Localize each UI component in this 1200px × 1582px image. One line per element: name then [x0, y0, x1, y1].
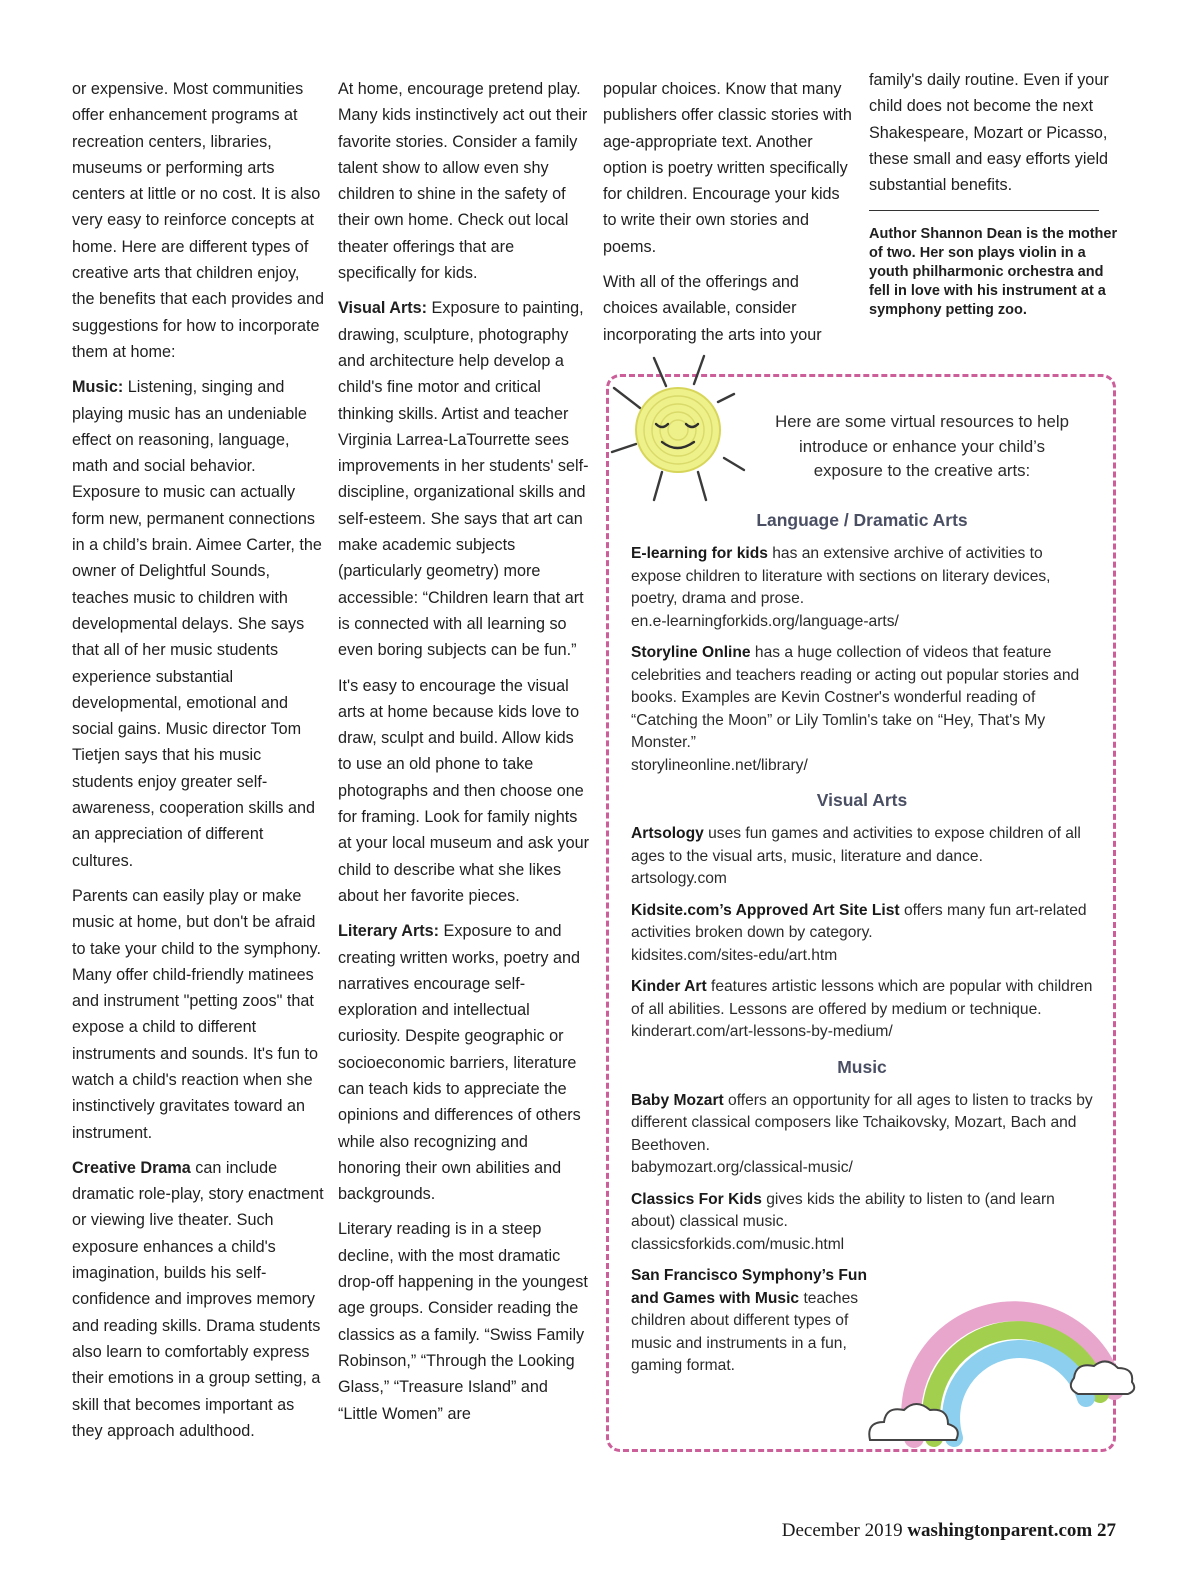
drama-label: Creative Drama [72, 1158, 191, 1177]
resource-desc: offers an opportunity for all ages to listen to tracks by different classical composers like Tchaikovsky, Mozart, Bach and Beethoven. [631, 1091, 1093, 1154]
section-music [631, 1054, 1093, 1378]
literary-arts-text: Exposure to and creating written works, poetry and narratives encourage self-exploration and intellectual curiosity. Despite geographic or socioeconomic barriers, literature can teach kids to appreciate the opinions and differences of others while also recognizing and honoring their own abilities and backgrounds. [338, 922, 581, 1204]
resource-name: Classics For Kids [631, 1190, 762, 1208]
paragraph: popular choices. Know that many publishers offer classic stories with age-appropriate text. Another option is poetry written specifically for children. Encourage your kids to write their own stories and poems. [603, 80, 852, 256]
paragraph: Literary reading is in a steep decline, with the most dramatic drop-off happening in the youngest age groups. Consider reading the classics as a family. “Swiss Family Robinson,” “Through the Looking Glass,” “Treasure Island” and “Little Women” are [338, 1220, 588, 1423]
music-label: Music: [72, 378, 124, 397]
resource-item [631, 900, 1093, 968]
paragraph-drama [72, 1155, 324, 1444]
divider [869, 210, 1099, 211]
footer-date: December 2019 [781, 1520, 908, 1541]
resource-name: E-learning for kids [631, 545, 768, 562]
literary-arts-label: Literary Arts: [338, 922, 440, 941]
column-1 [72, 76, 324, 1453]
resource-item [631, 1189, 1093, 1257]
resource-item [631, 1090, 1093, 1180]
paragraph-literary-arts [338, 918, 590, 1207]
resource-name: Kidsite.com’s Approved Art Site List [631, 901, 900, 919]
resource-desc: uses fun games and activities to expose children of all ages to the visual arts, music, literature and dance. [631, 825, 1081, 865]
resource-name: Artsology [631, 825, 704, 842]
column-4 [869, 67, 1119, 320]
paragraph: Parents can easily play or make music at home, but don't be afraid to take your child to the symphony. Many offer child-friendly matinees and instrument "petting zoos" that expose a child to different instruments and sounds. It's fun to watch a child's reaction when she instinctively gravitates toward an instrument. [72, 886, 321, 1142]
resource-name: San Francisco Symphony’s Fun and Games with Music [631, 1267, 867, 1307]
resource-desc: teaches children about different types of music and instruments in a fun, gaming format. [631, 1289, 859, 1374]
visual-arts-text: Exposure to painting, drawing, sculpture, photography and architecture help develop a child's fine motor and critical thinking skills. Artist and teacher Virginia Larrea-LaTourrette sees improvements in her students' self-discipline, organizational skills and self-esteem. She says that art can make academic subjects (particularly geometry) more accessible: “Children learn that art is connected with all learning so even boring subjects can be fun.” [338, 299, 589, 660]
resource-item [631, 642, 1093, 777]
music-text: Listening, singing and playing music has an undeniable effect on reasoning, language, math and social behavior. Exposure to music can actually form new, permanent connections in a child’s brain. Aimee Carter, the owner of Delightful Sounds, teaches music to children with developmental delays. She says that all of her music students experience substantial developmental, emotional and social gains. Music director Tom Tietjen says that his music students enjoy greater self-awareness, cooperation skills and an appreciation of different cultures. [72, 378, 322, 870]
paragraph: It's easy to encourage the visual arts at home because kids love to draw, sculpt and build. Allow kids to use an old phone to take photographs and then choose one for framing. Look for family nights at your local museum and ask your child to describe what she likes about her favorite pieces. [338, 676, 590, 905]
resource-desc: gives kids the ability to listen to (and learn about) classical music. [631, 1190, 1055, 1230]
section-heading: Visual Arts [816, 790, 908, 810]
resource-url[interactable]: storylineonline.net/library/ [631, 756, 808, 774]
resource-url[interactable]: en.e-learningforkids.org/language-arts/ [631, 612, 899, 630]
paragraph-visual-arts [338, 295, 590, 663]
resource-url[interactable]: classicsforkids.com/music.html [631, 1235, 845, 1253]
section-heading: Language / Dramatic Arts [756, 510, 968, 530]
resource-url[interactable]: babymozart.org/classical-music/ [631, 1159, 853, 1176]
section-language [631, 507, 1093, 777]
resource-desc: has an extensive archive of activities to expose children to literature with sections on literary devices, poetry, drama and prose. [631, 545, 1051, 607]
paragraph: or expensive. Most communities offer enhancement programs at recreation centers, libraries, museums or performing arts centers at little or no cost. It is also very easy to reinforce concepts at home. Here are different types of creative arts that children enjoy, the benefits that each provides and suggestions for how to incorporate them at home: [72, 80, 324, 361]
footer-site: washingtonparent.com [907, 1520, 1093, 1541]
resource-desc: offers many fun art-related activities broken down by category. [631, 901, 1087, 941]
paragraph: At home, encourage pretend play. Many kids instinctively act out their favorite stories. Consider a family talent show to allow even shy children to shine in the safety of their own home. Check out local theater offerings that are specifically for kids. [338, 80, 588, 283]
resource-item [631, 823, 1093, 891]
resources-list [631, 507, 1093, 1388]
page-number: 27 [1092, 1520, 1116, 1541]
section-heading: Music [837, 1056, 887, 1077]
paragraph: family's daily routine. Even if your child does not become the next Shakespeare, Mozart or Picasso, these small and easy efforts yield substantial benefits. [869, 71, 1109, 195]
column-2 [338, 76, 590, 1436]
resource-url[interactable]: kidsites.com/sites-edu/art.htm [631, 946, 838, 964]
resource-name: Kinder Art [631, 978, 707, 995]
page-footer [782, 1520, 1116, 1542]
paragraph-music [72, 374, 324, 874]
resource-name: Baby Mozart [631, 1091, 724, 1109]
resource-desc: features artistic lessons which are popular with children of all abilities. Lessons are offered by medium or technique. [631, 978, 1093, 1018]
column-3 [603, 76, 853, 357]
drama-text: can include dramatic role-play, story enactment or viewing live theater. Such exposure enhances a child's imagination, builds his self-confidence and improves memory and reading skills. Drama students also learn to comfortably express their emotions in a group setting, a skill that becomes important as they approach adulthood. [72, 1158, 324, 1440]
author-bio: Author Shannon Dean is the mother of two. Her son plays violin in a youth philharmonic orchestra and fell in love with his instrument at a symphony petting zoo. [869, 226, 1118, 319]
resource-item [631, 543, 1093, 633]
resource-item [631, 1265, 881, 1378]
resource-name: Storyline Online [631, 644, 751, 661]
resource-item [631, 976, 1093, 1044]
visual-arts-label: Visual Arts: [338, 299, 428, 318]
resource-desc: has a huge collection of videos that feature celebrities and teachers reading or acting out popular stories and books. Examples are Kevin Costner's wonderful reading of “Catching the Moon” or Lily Tomlin's take on “Hey, That's My Monster.” [631, 644, 1080, 751]
sun-icon [606, 352, 756, 502]
paragraph: With all of the offerings and choices available, consider incorporating the arts into your [603, 273, 822, 344]
resources-intro: Here are some virtual resources to help introduce or enhance your child’s exposure to the creative arts: [775, 412, 1069, 480]
resource-url[interactable]: artsology.com [631, 870, 727, 887]
resource-url[interactable]: kinderart.com/art-lessons-by-medium/ [631, 1023, 893, 1040]
section-visual-arts [631, 787, 1093, 1044]
